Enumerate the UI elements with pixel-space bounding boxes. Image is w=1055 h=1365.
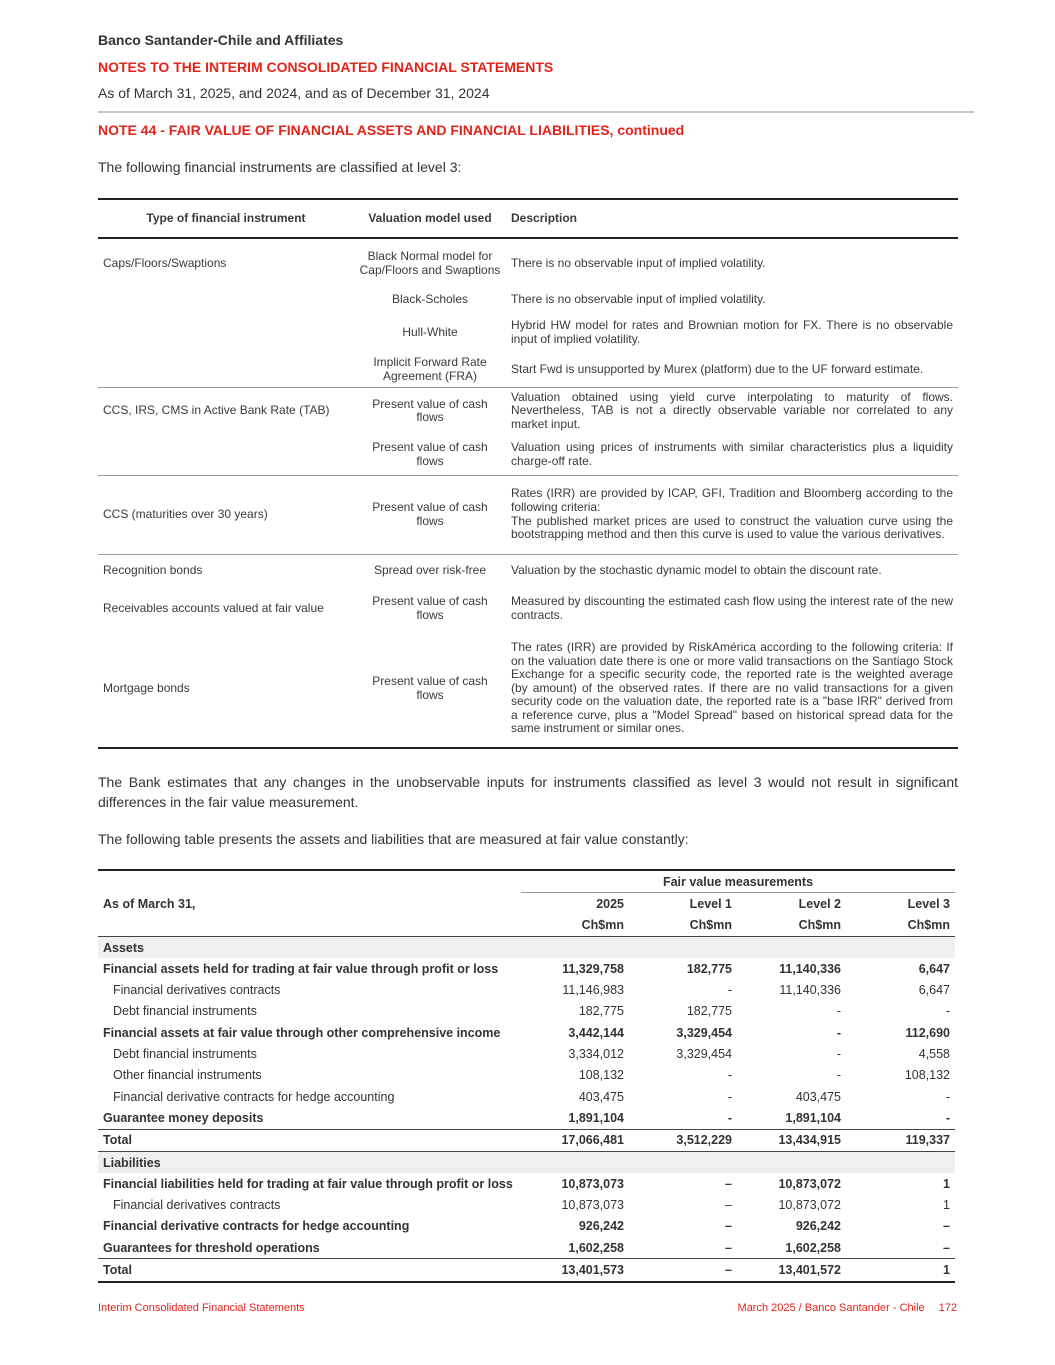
instrument-type: Mortgage bonds <box>98 630 354 748</box>
instrument-type <box>98 312 354 353</box>
cell: - <box>945 1110 950 1125</box>
row-label: Financial assets held for trading at fair value through profit or loss <box>103 961 499 976</box>
unit: Ch$mn <box>521 915 629 937</box>
units-row <box>98 915 955 937</box>
valuation-model: Present value of cash flows <box>372 594 488 622</box>
cell: 108,132 <box>904 1068 950 1083</box>
valuation-model: Black-Scholes <box>391 292 469 307</box>
cell: - <box>836 1068 841 1083</box>
table-row <box>98 1065 955 1086</box>
cell: 1 <box>943 1176 950 1191</box>
col-header-2025: 2025 <box>596 896 624 911</box>
valuation-model: Implicit Forward Rate Agreement (FRA) <box>373 355 487 383</box>
fair-value-intro-paragraph: The following table presents the assets and liabilities that are measured at fair value constantly: <box>98 831 689 847</box>
cell: - <box>836 1004 841 1019</box>
cell: - <box>727 1089 732 1104</box>
row-label: Financial derivatives contracts <box>113 983 281 998</box>
cell: 4,558 <box>918 1047 950 1062</box>
cell: 182,775 <box>578 1004 624 1019</box>
cell: 10,873,073 <box>561 1198 624 1213</box>
row-label: Guarantees for threshold operations <box>103 1240 320 1255</box>
table-header-row <box>98 199 958 238</box>
table-row <box>98 475 958 554</box>
table-row <box>98 1086 955 1107</box>
row-label: Financial liabilities held for trading at fair value through profit or loss <box>103 1176 513 1191</box>
description-line: Rates (IRR) are provided by ICAP, GFI, Tradition and Bloomberg according to the following criteria: <box>511 486 953 514</box>
cell: 11,140,336 <box>779 961 841 976</box>
header-divider <box>98 111 974 113</box>
assets-section-row <box>98 936 955 958</box>
row-label: Total <box>98 1129 521 1151</box>
cell: 182,775 <box>686 961 732 976</box>
cell: 403,475 <box>795 1089 841 1104</box>
liabilities-total-row <box>98 1259 955 1282</box>
table-row <box>98 288 958 312</box>
col-header-level3: Level 3 <box>907 896 950 911</box>
cell: 11,140,336 <box>779 983 841 998</box>
cell: - <box>727 983 732 998</box>
unit: Ch$mn <box>846 915 955 937</box>
description: Valuation by the stochastic dynamic model to obtain the discount rate. <box>506 554 958 588</box>
cell: - <box>836 1025 841 1040</box>
cell: – <box>725 1240 732 1255</box>
cell: - <box>727 1068 732 1083</box>
table-row <box>98 1237 955 1259</box>
instrument-type <box>98 353 354 387</box>
cell: – <box>629 1259 737 1282</box>
row-label: Financial assets at fair value through other comprehensive income <box>103 1025 501 1040</box>
cell: 403,475 <box>578 1089 624 1104</box>
col-header-model: Valuation model used <box>354 199 506 238</box>
description <box>506 475 958 554</box>
cell: - <box>836 1047 841 1062</box>
cell: 926,242 <box>578 1219 624 1234</box>
cell: – <box>943 1219 950 1234</box>
footer-right <box>738 1302 957 1314</box>
cell: 3,442,144 <box>568 1025 624 1040</box>
table-row <box>98 979 955 1000</box>
valuation-model: Black Normal model for Cap/Floors and Swaptions <box>359 248 501 277</box>
cell: 3,329,454 <box>676 1047 732 1062</box>
valuation-model: Present value of cash flows <box>372 440 488 468</box>
description: There is no observable input of implied volatility. <box>511 255 766 270</box>
table-row <box>98 312 958 353</box>
description: There is no observable input of implied volatility. <box>511 292 766 307</box>
cell: 10,873,073 <box>561 1176 624 1191</box>
cell: 3,512,229 <box>629 1129 737 1151</box>
instrument-type: Receivables accounts valued at fair value <box>103 601 324 616</box>
cell: 11,329,758 <box>562 961 624 976</box>
as-of-date: As of March 31, 2025, and 2024, and as of December 31, 2024 <box>98 85 490 101</box>
description: The rates (IRR) are provided by RiskAmérica according to the following criteria: If on the valuation date there is one or more valid transactions on the Santiago Stock Exchange for a specific security code, the reported rate is the weighted average (by amount) of the observed rates. If there are no valid transactions for a given security code on the valuation date, the reported rate is a "base IRR" derived from a reference curve, plus a "Model Spread" based on historical spread data for the same instrument or similar ones. <box>506 630 958 748</box>
empty-cell <box>98 870 521 893</box>
instrument-type <box>98 288 354 312</box>
cell: 1 <box>943 1198 950 1213</box>
cell: 1,891,104 <box>568 1110 624 1125</box>
cell: 17,066,481 <box>521 1129 629 1151</box>
cell: 119,337 <box>846 1129 955 1151</box>
cell: – <box>725 1219 732 1234</box>
cell: 6,647 <box>918 983 950 998</box>
cell: 1,602,258 <box>785 1240 841 1255</box>
description: Valuation using prices of instruments with similar characteristics plus a liquidity charge-off rate. <box>511 440 953 468</box>
valuation-model: Present value of cash flows <box>354 630 506 748</box>
table-row <box>98 958 955 979</box>
cell: – <box>725 1176 732 1191</box>
empty-cell <box>98 915 521 937</box>
level3-estimate-paragraph: The Bank estimates that any changes in the unobservable inputs for instruments classified as level 3 would not result in significant differences in the fair value measurement. <box>98 774 958 810</box>
instrument-type <box>98 435 354 475</box>
cell: – <box>725 1198 732 1213</box>
instrument-type: Recognition bonds <box>98 554 354 588</box>
fair-value-table <box>98 869 955 1283</box>
footer-period: March 2025 / Banco Santander - Chile <box>737 1302 925 1314</box>
cell: 11,146,983 <box>562 983 624 998</box>
description-line: The published market prices are used to construct the valuation curve using the bootstrapping method and then this curve is used to value the various derivatives. <box>511 513 953 542</box>
col-header-type: Type of financial instrument <box>98 199 354 238</box>
table-row <box>98 1001 955 1022</box>
cell: 3,334,012 <box>568 1047 624 1062</box>
liabilities-label: Liabilities <box>98 1151 955 1173</box>
cell: 10,873,072 <box>778 1176 841 1191</box>
table-row <box>98 1194 955 1215</box>
table-row <box>98 1173 955 1194</box>
cell: 108,132 <box>578 1068 624 1083</box>
footer-document-title: Interim Consolidated Financial Statements <box>98 1302 305 1314</box>
instrument-type: CCS, IRS, CMS in Active Bank Rate (TAB) <box>98 387 354 435</box>
cell: 6,647 <box>918 961 950 976</box>
row-label: Financial derivative contracts for hedge accounting <box>113 1089 395 1104</box>
row-label: Guarantee money deposits <box>103 1110 264 1125</box>
table-row <box>98 554 958 588</box>
cell: 13,434,915 <box>737 1129 846 1151</box>
as-of-label: As of March 31, <box>103 896 196 911</box>
instrument-type: Caps/Floors/Swaptions <box>103 255 227 270</box>
col-header-level1: Level 1 <box>689 896 732 911</box>
valuation-model: Spread over risk-free <box>354 554 506 588</box>
table-row <box>98 435 958 475</box>
fair-value-measurements-header: Fair value measurements <box>521 870 955 893</box>
unit: Ch$mn <box>737 915 846 937</box>
level3-instruments-table <box>98 198 958 749</box>
row-label: Debt financial instruments <box>113 1004 257 1019</box>
cell: 1,891,104 <box>785 1110 841 1125</box>
company-name: Banco Santander-Chile and Affiliates <box>98 32 344 48</box>
table-row <box>98 238 958 288</box>
table-row <box>98 1043 955 1064</box>
row-label: Financial derivatives contracts <box>113 1198 281 1213</box>
table-row <box>98 588 958 630</box>
cell: 182,775 <box>686 1004 732 1019</box>
row-label: Other financial instruments <box>113 1068 262 1083</box>
cell: 1 <box>846 1259 955 1282</box>
description: Valuation obtained using yield curve interpolating to maturity of flows. Nevertheless, TAB is not a directly observable variable nor correlated to any market input. <box>506 387 958 435</box>
cell: 3,329,454 <box>676 1025 732 1040</box>
cell: - <box>945 1004 950 1019</box>
cell: 926,242 <box>795 1219 841 1234</box>
instrument-type: CCS (maturities over 30 years) <box>98 475 354 554</box>
cell: 13,401,572 <box>737 1259 846 1282</box>
valuation-model: Present value of cash flows <box>354 387 506 435</box>
cell: - <box>945 1089 950 1104</box>
assets-label: Assets <box>98 936 955 958</box>
page-number: 172 <box>938 1302 957 1314</box>
assets-total-row <box>98 1129 955 1151</box>
cell: 1,602,258 <box>568 1240 624 1255</box>
table-row <box>98 353 958 387</box>
table-row <box>98 1107 955 1129</box>
table-row <box>98 1216 955 1237</box>
notes-title: NOTES TO THE INTERIM CONSOLIDATED FINANCIAL STATEMENTS <box>98 59 554 75</box>
row-label: Debt financial instruments <box>113 1047 257 1062</box>
note-title: NOTE 44 - FAIR VALUE OF FINANCIAL ASSETS AND FINANCIAL LIABILITIES, continued <box>98 122 685 138</box>
valuation-model: Hull-White <box>402 324 458 339</box>
table-row <box>98 630 958 748</box>
cell: 13,401,573 <box>521 1259 629 1282</box>
description: Start Fwd is unsupported by Murex (platform) due to the UF forward estimate. <box>511 361 924 376</box>
cell: 10,873,072 <box>778 1198 841 1213</box>
col-header-description: Description <box>506 199 958 238</box>
column-header-row <box>98 893 955 915</box>
row-label: Total <box>98 1259 521 1282</box>
valuation-model: Present value of cash flows <box>354 475 506 554</box>
unit: Ch$mn <box>629 915 737 937</box>
group-header-row <box>98 870 955 893</box>
cell: 112,690 <box>905 1025 950 1040</box>
table-row <box>98 1022 955 1043</box>
cell: - <box>727 1110 732 1125</box>
col-header-level2: Level 2 <box>798 896 841 911</box>
description: Hybrid HW model for rates and Brownian motion for FX. There is no observable input of implied volatility. <box>511 317 953 346</box>
description: Measured by discounting the estimated cash flow using the interest rate of the new contracts. <box>511 594 953 622</box>
table-row <box>98 387 958 435</box>
intro-text: The following financial instruments are classified at level 3: <box>98 159 462 175</box>
row-label: Financial derivative contracts for hedge accounting <box>103 1219 410 1234</box>
liabilities-section-row <box>98 1151 955 1173</box>
cell: – <box>943 1240 950 1255</box>
